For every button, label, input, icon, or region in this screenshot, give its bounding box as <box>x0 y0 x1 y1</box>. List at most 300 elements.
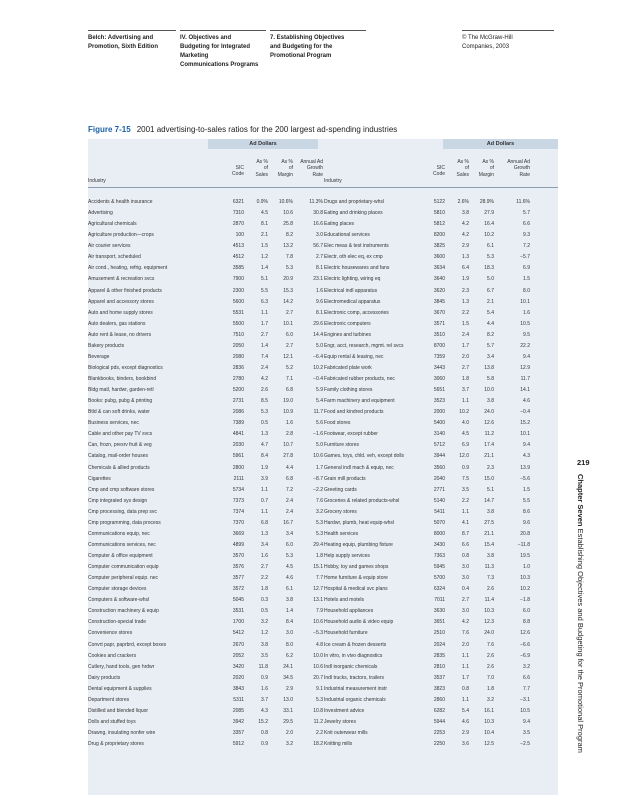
sic-cell: 3577 <box>232 575 244 582</box>
pct-margin-cell: 3.8 <box>487 398 494 405</box>
pct-margin-cell: 10.9 <box>283 409 293 416</box>
growth-col-header <box>496 159 530 178</box>
pct-sales-cell: 2.9 <box>462 243 469 250</box>
sic-cell: 1700 <box>232 619 244 626</box>
growth-cell: 7.2 <box>523 243 530 250</box>
industry-cell: Air transport, scheduled <box>88 254 141 261</box>
pct-sales-cell: 15.2 <box>258 718 268 725</box>
pct-sales-cell: 1.1 <box>261 508 268 515</box>
pct-margin-cell: 4.4 <box>487 320 494 327</box>
header-line: IV. Objectives and <box>180 35 232 41</box>
pct-margin-cell: 10.1 <box>283 320 293 327</box>
growth-cell: 5.3 <box>316 519 323 526</box>
sic-cell: 2670 <box>232 641 244 648</box>
sic-cell: 5500 <box>232 320 244 327</box>
growth-cell: 9.3 <box>523 232 530 239</box>
pct-margin-cell: 2.1 <box>487 298 494 305</box>
growth-cell: 7.7 <box>523 685 530 692</box>
table-row <box>88 562 558 573</box>
pct-margin-cell: 7.6 <box>487 641 494 648</box>
pct-margin-cell: 4.5 <box>286 564 293 571</box>
pct-margin-cell: 5.0 <box>487 276 494 283</box>
pct-margin-cell: 2.8 <box>286 431 293 438</box>
table-row <box>88 485 558 496</box>
table-row <box>88 429 558 440</box>
pct-margin-cell: 7.0 <box>487 674 494 681</box>
sic-col-header <box>423 165 445 178</box>
growth-cell: 7.9 <box>316 608 323 615</box>
growth-cell: 23.1 <box>313 276 323 283</box>
industry-cell: Elec meas & test instruments <box>324 243 389 250</box>
sic-cell: 5945 <box>433 564 445 571</box>
pct-sales-col-header <box>248 159 268 178</box>
header-word: Code <box>232 171 244 178</box>
header-word: SIC <box>436 165 445 171</box>
growth-cell: 14.1 <box>520 387 530 394</box>
growth-cell: 10.5 <box>520 707 530 714</box>
growth-cell: 9.4 <box>523 353 530 360</box>
pct-sales-cell: 1.3 <box>261 530 268 537</box>
header-word: Growth <box>513 165 530 172</box>
table-row <box>88 385 558 396</box>
pct-sales-cell: 4.2 <box>462 232 469 239</box>
figure-label: Figure 7-15 <box>88 125 131 134</box>
table-row <box>88 496 558 507</box>
industry-cell: Cmp and cmp software stores <box>88 486 155 493</box>
pct-margin-cell: 15.0 <box>484 475 494 482</box>
industry-col-header: Industry <box>324 178 342 184</box>
pct-margin-cell: 19.0 <box>283 398 293 405</box>
sic-cell: 7510 <box>232 331 244 338</box>
header-word: of <box>464 165 469 172</box>
industry-cell: Auto and home supply stores <box>88 309 153 316</box>
pct-sales-cell: 4.3 <box>261 707 268 714</box>
industry-cell: Hobby, toy and games shops <box>324 564 389 571</box>
pct-sales-cell: 8.7 <box>462 530 469 537</box>
header-line: and Budgeting for the <box>270 44 333 50</box>
sic-cell: 3537 <box>433 674 445 681</box>
industry-cell: Hardwr, plumb, heat equip-whsl <box>324 519 395 526</box>
pct-margin-cell: 10.4 <box>484 730 494 736</box>
sic-cell: 5600 <box>232 298 244 305</box>
header-rule <box>270 30 366 31</box>
growth-cell: 10.0 <box>313 652 323 659</box>
growth-cell: −5.7 <box>520 254 530 261</box>
pct-sales-cell: 4.1 <box>462 519 469 526</box>
sic-cell: 3670 <box>433 309 445 316</box>
header-word: Code <box>433 171 445 178</box>
table-row <box>88 252 558 263</box>
pct-margin-cell: 16.4 <box>484 221 494 228</box>
table-row <box>88 717 558 728</box>
pct-margin-cell: 2.9 <box>286 685 293 692</box>
header-line: Belch: Advertising and <box>88 35 154 41</box>
pct-margin-cell: 13.2 <box>283 243 293 250</box>
sic-cell: 2052 <box>232 652 244 659</box>
pct-sales-cell: 2.1 <box>261 232 268 239</box>
table-row <box>88 451 558 462</box>
pct-sales-cell: 2.7 <box>462 597 469 604</box>
sic-cell: 3510 <box>433 331 445 338</box>
industry-cell: Household audio & video equip <box>324 619 394 626</box>
growth-cell: 8.6 <box>523 508 530 515</box>
table-row <box>88 407 558 418</box>
table-row <box>88 518 558 529</box>
pct-sales-cell: 5.5 <box>261 287 268 294</box>
growth-cell: 4.8 <box>316 641 323 648</box>
header-line: Budgeting for Integrated <box>180 44 250 50</box>
industry-cell: Biological pds, except diagnostics <box>88 364 163 371</box>
growth-cell: 11.7 <box>313 409 323 416</box>
pct-margin-cell: 3.8 <box>487 553 494 559</box>
pct-margin-cell: 1.4 <box>286 608 293 615</box>
growth-cell: 1.8 <box>316 553 323 559</box>
industry-cell: Business services, nec <box>88 420 139 427</box>
pct-sales-cell: 2.2 <box>261 575 268 582</box>
growth-cell: 10.6 <box>313 663 323 670</box>
table-row <box>88 219 558 230</box>
pct-sales-cell: 0.5 <box>261 420 268 427</box>
industry-cell: Help supply services <box>324 553 370 559</box>
table-row <box>88 440 558 451</box>
sic-cell: 2800 <box>232 464 244 471</box>
header-word: As % <box>457 159 469 165</box>
pct-margin-cell: 6.7 <box>487 287 494 294</box>
sic-cell: 3420 <box>232 663 244 670</box>
sic-cell: 3630 <box>433 608 445 615</box>
industry-cell: Auto dealers, gas stations <box>88 320 146 327</box>
sic-cell: 5944 <box>433 718 445 725</box>
pct-margin-cell: 5.4 <box>487 309 494 316</box>
pct-sales-cell: 0.9 <box>261 674 268 681</box>
sic-cell: 5311 <box>233 696 244 703</box>
pct-sales-cell: 3.0 <box>462 575 469 582</box>
pct-sales-cell: 8.4 <box>261 453 268 460</box>
pct-sales-col-header <box>449 159 469 178</box>
sic-cell: 7373 <box>232 497 244 504</box>
sic-cell: 7310 <box>232 210 244 217</box>
industry-cell: Books: pubg, pubg & printing <box>88 398 153 405</box>
pct-sales-cell: 11.8 <box>258 663 268 670</box>
sic-cell: 5400 <box>433 420 445 427</box>
industry-cell: Investment advice <box>324 707 365 714</box>
sic-cell: 7370 <box>232 519 244 526</box>
sic-cell: 4841 <box>232 431 244 438</box>
growth-cell: 9.6 <box>316 298 323 305</box>
sic-cell: 5912 <box>232 741 244 748</box>
pct-margin-cell: 3.4 <box>487 353 494 360</box>
pct-margin-cell: 3.4 <box>286 530 293 537</box>
growth-cell: 10.8 <box>313 707 323 714</box>
sic-cell: 2510 <box>433 630 445 637</box>
pct-margin-cell: 10.6% <box>278 199 293 205</box>
pct-margin-cell: 1.8 <box>487 685 494 692</box>
growth-cell: 11.3% <box>309 199 323 205</box>
sic-cell: 6282 <box>433 707 445 714</box>
growth-cell: 6.9 <box>523 265 530 272</box>
pct-sales-cell: 1.7 <box>261 320 268 327</box>
pct-margin-cell: 2.0 <box>286 730 293 736</box>
growth-cell: 29.6 <box>313 320 323 327</box>
pct-sales-cell: 0.7 <box>261 497 268 504</box>
industry-cell: Convrt papr, paprbrd, except boxes <box>88 641 167 648</box>
pct-margin-cell: 12.5 <box>484 741 494 748</box>
industry-cell: Fabricated rubber products, nec <box>324 376 395 382</box>
industry-cell: Engines and turbines <box>324 331 371 338</box>
pct-margin-cell: 2.6 <box>487 663 494 670</box>
industry-cell: Groceries & related products-whsl <box>324 497 400 504</box>
sic-cell: 5810 <box>433 210 445 217</box>
pct-sales-cell: 6.6 <box>462 541 469 548</box>
sic-cell: 3823 <box>433 685 445 692</box>
pct-sales-cell: 6.9 <box>462 442 469 449</box>
industry-col-header: Industry <box>88 178 106 184</box>
sic-cell: 2024 <box>433 641 445 648</box>
table-row <box>88 617 558 628</box>
pct-sales-cell: 1.2 <box>261 630 268 637</box>
pct-margin-cell: 11.2 <box>484 431 494 438</box>
growth-cell: 10.2 <box>520 586 530 593</box>
growth-cell: 1.6 <box>316 287 323 294</box>
table-row <box>88 628 558 639</box>
pct-margin-cell: 3.8 <box>286 597 293 604</box>
header-part-title <box>180 34 270 70</box>
pct-sales-cell: 2.6% <box>457 199 469 205</box>
pct-sales-cell: 4.5 <box>462 431 469 438</box>
industry-cell: Bldg matl, hardwr, garden-retl <box>88 387 154 394</box>
table-row <box>88 606 558 617</box>
ad-dollars-header-right: Ad Dollars <box>443 139 558 149</box>
sic-cell: 7011 <box>434 597 445 604</box>
sic-cell: 2085 <box>232 707 244 714</box>
industry-cell: Computer peripheral equip. nec <box>88 575 159 582</box>
side-running-title-text <box>573 474 588 800</box>
sic-cell: 2780 <box>232 376 244 382</box>
growth-cell: 15.1 <box>313 564 323 571</box>
header-word: Sales <box>456 171 469 178</box>
pct-sales-cell: 1.7 <box>462 674 469 681</box>
growth-cell: 5.0 <box>316 342 323 349</box>
industry-cell: Cable and other pay TV svcs <box>88 431 153 438</box>
sic-cell: 3669 <box>232 530 244 537</box>
growth-cell: −2.5 <box>520 741 530 748</box>
pct-sales-cell: 1.1 <box>462 696 469 703</box>
pct-margin-cell: 13.0 <box>283 696 293 703</box>
table-row <box>88 662 558 673</box>
growth-cell: 12.7 <box>313 586 323 593</box>
table-body <box>88 197 558 750</box>
industry-cell: Farm machinery and equipment <box>324 398 395 405</box>
header-word: As % <box>482 159 494 165</box>
header-word: As % <box>281 159 293 165</box>
sic-cell: 3634 <box>433 265 445 272</box>
header-line: 7. Establishing Objectives <box>270 35 345 41</box>
growth-cell: 29.4 <box>313 541 323 548</box>
pct-margin-cell: 27.9 <box>484 210 494 217</box>
sic-cell: 5531 <box>232 309 244 316</box>
pct-sales-cell: 2.2 <box>462 309 469 316</box>
table-row <box>88 728 558 739</box>
industry-cell: Food and kindred products <box>324 409 384 416</box>
pct-sales-cell: 3.0 <box>462 608 469 615</box>
sic-cell: 3572 <box>232 586 244 593</box>
pct-margin-cell: 8.4 <box>286 619 293 626</box>
pct-margin-cell: 16.1 <box>484 707 494 714</box>
pct-sales-cell: 2.7 <box>261 331 268 338</box>
industry-cell: Drawng, insulating nonfer wire <box>88 730 156 736</box>
pct-sales-cell: 2.0 <box>462 641 469 648</box>
pct-margin-cell: 10.7 <box>283 442 293 449</box>
pct-sales-cell: 1.5 <box>261 243 268 250</box>
industry-cell: Computer storage devices <box>88 586 147 593</box>
sic-cell: 5651 <box>433 387 445 394</box>
industry-cell: Grain mill products <box>324 475 366 482</box>
growth-cell: 10.1 <box>520 431 530 438</box>
table-row <box>88 274 558 285</box>
pct-sales-cell: 0.8 <box>462 685 469 692</box>
pct-sales-cell: 1.1 <box>462 508 469 515</box>
sic-cell: 3443 <box>433 364 445 371</box>
pct-margin-cell: 6.8 <box>286 475 293 482</box>
side-title: Establishing Objectives and Budgeting for the Promotional Program <box>576 528 585 753</box>
pct-margin-cell: 3.2 <box>487 696 494 703</box>
pct-sales-cell: 8.1 <box>261 221 268 228</box>
header-word: Sales <box>255 171 268 178</box>
growth-cell: 9.5 <box>523 331 530 338</box>
sic-cell: 2835 <box>433 652 445 659</box>
pct-sales-cell: 0.4 <box>462 586 469 593</box>
industry-cell: Cutlery, hand tools, gen hrdwr <box>88 663 155 670</box>
pct-margin-cell: 5.3 <box>286 553 293 559</box>
industry-cell: Electronic comp, accessories <box>324 309 389 316</box>
growth-cell: 5.5 <box>523 497 530 504</box>
growth-cell: 1.7 <box>316 464 323 471</box>
industry-cell: Greeting cards <box>324 486 357 493</box>
table-row <box>88 308 558 319</box>
page-number: 219 <box>577 458 590 467</box>
pct-margin-cell: 5.2 <box>286 364 293 371</box>
header-word: Growth <box>306 165 323 172</box>
growth-cell: −0.4 <box>313 376 323 382</box>
sic-cell: 2860 <box>433 696 445 703</box>
sic-cell: 3140 <box>433 431 445 438</box>
industry-cell: Industrial organic chemicals <box>324 696 386 703</box>
pct-margin-cell: 6.2 <box>286 652 293 659</box>
growth-cell: 8.1 <box>316 309 323 316</box>
pct-margin-cell: 5.1 <box>487 486 494 493</box>
pct-margin-cell: 10.6 <box>283 210 293 217</box>
growth-cell: 7.7 <box>316 575 323 582</box>
industry-cell: Heating equip, plumbing fixture <box>324 541 393 548</box>
industry-cell: Electrical indl apparatus <box>324 287 378 294</box>
pct-sales-cell: 3.2 <box>261 619 268 626</box>
growth-col-header <box>293 159 323 178</box>
pct-sales-cell: 2.3 <box>462 287 469 294</box>
industry-cell: Indl inorganic chemicals <box>324 663 378 670</box>
sic-cell: 5712 <box>433 442 445 449</box>
pct-margin-cell: 2.3 <box>487 464 494 471</box>
growth-cell: 1.5 <box>523 276 530 283</box>
pct-sales-cell: 12.0 <box>459 453 469 460</box>
growth-cell: 8.0 <box>523 287 530 294</box>
growth-cell: −5.3 <box>313 630 323 637</box>
industry-cell: Cigarettes <box>88 475 111 482</box>
industry-cell: Construction-special trade <box>88 619 147 626</box>
table-row <box>88 330 558 341</box>
industry-cell: Cookies and crackers <box>88 652 137 659</box>
industry-cell: Food stores <box>324 420 351 427</box>
figure-caption <box>88 125 397 134</box>
growth-cell: 3.2 <box>523 663 530 670</box>
table-row <box>88 695 558 706</box>
pct-margin-cell: 5.3 <box>286 265 293 272</box>
pct-sales-cell: 0.5 <box>261 608 268 615</box>
header-copyright <box>462 34 552 52</box>
pct-margin-cell: 27.8 <box>283 453 293 460</box>
pct-margin-cell: 12.3 <box>484 619 494 626</box>
growth-cell: 56.7 <box>313 243 323 250</box>
pct-sales-cell: 5.3 <box>261 409 268 416</box>
growth-cell: 9.4 <box>523 718 530 725</box>
industry-cell: Hotels and motels <box>324 597 365 604</box>
pct-margin-col-header <box>472 159 494 178</box>
table-row <box>88 374 558 385</box>
growth-cell: 1.0 <box>523 564 530 571</box>
sic-cell: 3560 <box>433 464 445 471</box>
pct-margin-cell: 12.1 <box>283 353 293 360</box>
industry-cell: Electr, oth elec eq, ex cmp <box>324 254 383 261</box>
header-rule <box>180 30 266 31</box>
industry-cell: Dairy products <box>88 674 121 681</box>
table-row <box>88 197 558 208</box>
header-line: Communications Programs <box>180 62 259 68</box>
growth-cell: 3.2 <box>316 508 323 515</box>
pct-margin-cell: 7.2 <box>286 486 293 493</box>
pct-sales-cell: 5.4 <box>462 707 469 714</box>
pct-sales-cell: 3.7 <box>261 696 268 703</box>
sic-cell: 3430 <box>433 541 445 548</box>
pct-sales-cell: 7.5 <box>462 475 469 482</box>
pct-sales-cell: 1.9 <box>261 464 268 471</box>
pct-sales-cell: 4.0 <box>462 420 469 427</box>
pct-margin-cell: 25.8 <box>283 221 293 228</box>
industry-cell: Household appliances <box>324 608 374 615</box>
pct-margin-cell: 6.1 <box>487 243 494 250</box>
sic-cell: 5070 <box>433 519 445 526</box>
industry-cell: General indl mach & equip, nec <box>324 464 394 471</box>
sic-cell: 3357 <box>232 730 244 736</box>
pct-margin-cell: 2.7 <box>286 309 293 316</box>
pct-margin-cell: 7.3 <box>487 575 494 582</box>
sic-cell: 3651 <box>433 619 445 626</box>
sic-cell: 7363 <box>433 553 445 559</box>
pct-sales-cell: 0.9 <box>261 741 268 748</box>
growth-cell: 22.2 <box>520 342 530 349</box>
industry-cell: Engr, acct, research, mgmt. rel svcs <box>324 342 404 349</box>
industry-cell: Household furniture <box>324 630 368 637</box>
pct-sales-cell: 8.5 <box>261 398 268 405</box>
pct-margin-cell: 2.6 <box>487 586 494 593</box>
pct-margin-cell: 7.1 <box>286 376 293 382</box>
table-row <box>88 529 558 540</box>
sic-cell: 8200 <box>433 232 445 239</box>
pct-margin-cell: 18.3 <box>484 265 494 272</box>
growth-cell: 30.8 <box>313 210 323 217</box>
industry-cell: Construction machinery & equip <box>88 608 159 615</box>
header-line: Promotion, Sixth Edition <box>88 44 158 50</box>
pct-sales-cell: 7.4 <box>261 353 268 360</box>
industry-cell: Cmp processing, data prep svc <box>88 508 157 515</box>
